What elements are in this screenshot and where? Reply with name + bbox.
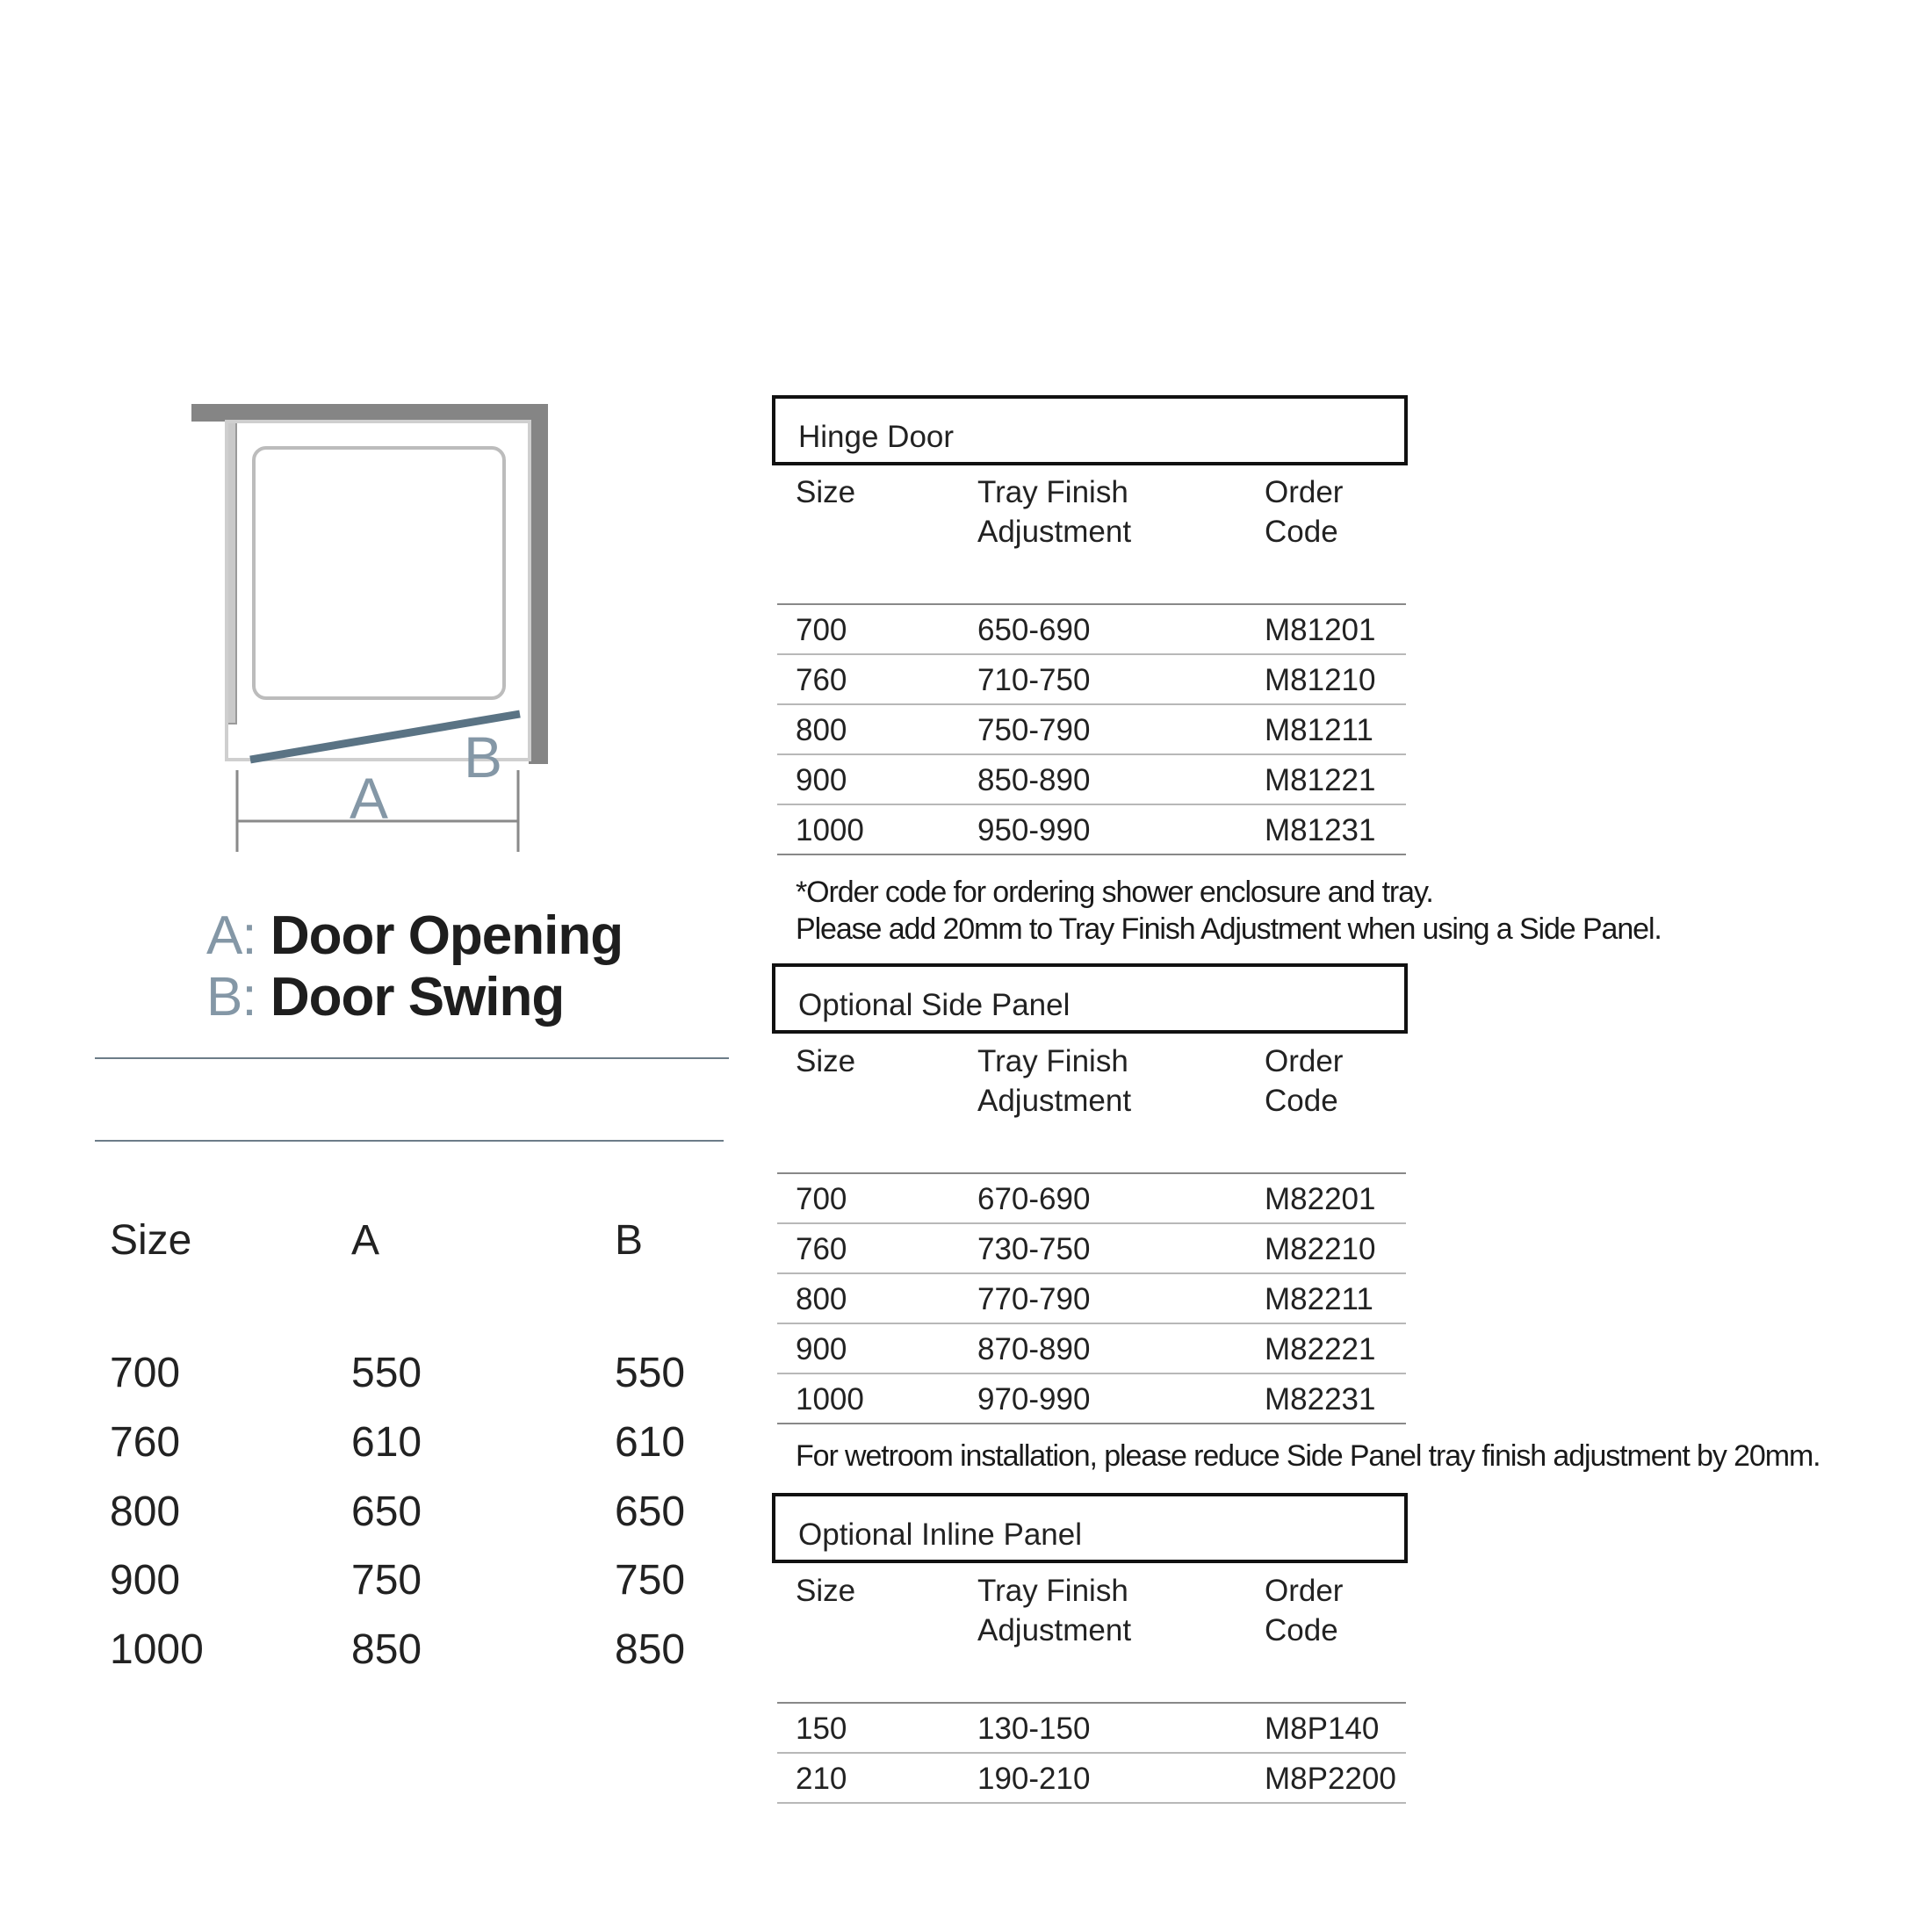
hinge-cell: M81231: [1265, 813, 1376, 847]
inline-header-code: Order Code: [1265, 1574, 1344, 1647]
side-cell: 770-790: [977, 1282, 1091, 1316]
hinge-cell: 760: [796, 663, 847, 697]
side-cell: M82231: [1265, 1382, 1376, 1417]
row-rule: [777, 1373, 1406, 1374]
dim-header-b: B: [615, 1217, 644, 1264]
dim-cell: 850: [351, 1626, 422, 1673]
hinge-note-1: *Order code for ordering shower enclosure and tray.: [796, 876, 1433, 909]
row-rule: [777, 703, 1406, 705]
row-rule: [777, 653, 1406, 655]
legend-door-swing: [206, 966, 564, 1028]
inline-header-adjustment: Tray Finish Adjustment: [977, 1574, 1132, 1647]
dim-cell: 750: [615, 1557, 686, 1604]
hinge-cell: 950-990: [977, 813, 1091, 847]
dim-cell: 750: [351, 1557, 422, 1604]
wall-right: [529, 404, 548, 764]
row-rule: [777, 1222, 1406, 1224]
dim-cell: 610: [351, 1419, 422, 1466]
dim-header-a: A: [351, 1217, 380, 1264]
wall-top: [191, 404, 548, 422]
hinge-cell: 1000: [796, 813, 864, 847]
side-cell: 670-690: [977, 1182, 1091, 1216]
inline-cell: 210: [796, 1762, 847, 1796]
inline-cell: 190-210: [977, 1762, 1091, 1796]
side-cell: M82210: [1265, 1232, 1376, 1266]
dim-cell: 900: [110, 1557, 181, 1604]
legend-text-b: Door Swing: [270, 967, 565, 1027]
hinge-header-code: Order Code: [1265, 475, 1344, 549]
hinge-cell: M81210: [1265, 663, 1376, 697]
side-panel-title: Optional Side Panel: [798, 988, 1071, 1022]
inline-header-rule: [777, 1702, 1406, 1704]
row-rule: [777, 804, 1406, 805]
hinge-header-size: Size: [796, 475, 856, 509]
side-header-rule: [777, 1172, 1406, 1174]
legend-key-a: A:: [206, 905, 256, 966]
row-rule: [777, 1802, 1406, 1804]
hinge-cell: 900: [796, 763, 847, 797]
label-b: B: [463, 724, 503, 789]
hinge-cell: 710-750: [977, 663, 1091, 697]
label-a: A: [349, 766, 389, 831]
row-rule: [777, 1423, 1406, 1424]
dim-cell: 650: [351, 1489, 422, 1535]
hinge-cell: 650-690: [977, 613, 1091, 647]
side-cell: 1000: [796, 1382, 864, 1417]
side-cell: 760: [796, 1232, 847, 1266]
dim-cell: 760: [110, 1419, 181, 1466]
hinge-cell: 850-890: [977, 763, 1091, 797]
row-rule: [777, 1752, 1406, 1754]
dim-cell: 650: [615, 1489, 686, 1535]
row-rule: [777, 1272, 1406, 1274]
inline-cell: 150: [796, 1712, 847, 1746]
hinge-cell: M81201: [1265, 613, 1376, 647]
inline-cell: M8P2200: [1265, 1762, 1396, 1796]
hinge-cell: 700: [796, 613, 847, 647]
side-header-code: Order Code: [1265, 1044, 1344, 1118]
side-panel-title-box: [772, 963, 1408, 1034]
side-cell: M82211: [1265, 1282, 1373, 1316]
side-cell: 800: [796, 1282, 847, 1316]
hinge-header-adjustment: Tray Finish Adjustment: [977, 475, 1132, 549]
divider-bottom: [95, 1140, 724, 1142]
dim-cell: 550: [351, 1350, 422, 1396]
row-rule: [777, 1323, 1406, 1324]
hinge-header-rule: [777, 603, 1406, 605]
hinge-note-2: Please add 20mm to Tray Finish Adjustment when using a Side Panel.: [796, 912, 1662, 946]
side-header-adjustment: Tray Finish Adjustment: [977, 1044, 1132, 1118]
row-rule: [777, 753, 1406, 755]
dim-cell: 850: [615, 1626, 686, 1673]
dim-cell: 610: [615, 1419, 686, 1466]
dim-cell: 550: [615, 1350, 686, 1396]
side-panel-note: For wetroom installation, please reduce Side Panel tray finish adjustment by 20mm.: [796, 1439, 1820, 1473]
hinge-cell: 800: [796, 713, 847, 747]
side-cell: 970-990: [977, 1382, 1091, 1417]
dim-header-size: Size: [110, 1217, 192, 1264]
side-cell: 730-750: [977, 1232, 1091, 1266]
side-cell: M82221: [1265, 1332, 1376, 1366]
inline-panel-title: Optional Inline Panel: [798, 1517, 1082, 1552]
tray-inner: [254, 448, 504, 698]
dim-cell: 700: [110, 1350, 181, 1396]
side-cell: 870-890: [977, 1332, 1091, 1366]
inline-cell: 130-150: [977, 1712, 1091, 1746]
inline-cell: M8P140: [1265, 1712, 1380, 1746]
inline-header-size: Size: [796, 1574, 856, 1608]
side-cell: M82201: [1265, 1182, 1376, 1216]
legend-door-opening: [206, 905, 623, 967]
tray-outline: [227, 422, 530, 760]
side-cell: 700: [796, 1182, 847, 1216]
hinge-cell: 750-790: [977, 713, 1091, 747]
hinge-cell: M81221: [1265, 763, 1376, 797]
legend-text-a: Door Opening: [270, 905, 624, 966]
hinge-door-title-box: [772, 395, 1408, 465]
inline-panel-title-box: [772, 1493, 1408, 1563]
hinge-door-title: Hinge Door: [798, 420, 955, 454]
dim-cell: 800: [110, 1489, 181, 1535]
side-cell: 900: [796, 1332, 847, 1366]
dim-cell: 1000: [110, 1626, 204, 1673]
hinge-cell: M81211: [1265, 713, 1373, 747]
side-header-size: Size: [796, 1044, 856, 1078]
row-rule: [777, 854, 1406, 855]
enclosure-diagram: [176, 386, 580, 861]
divider-top: [95, 1057, 729, 1059]
legend-key-b: B:: [206, 967, 256, 1027]
